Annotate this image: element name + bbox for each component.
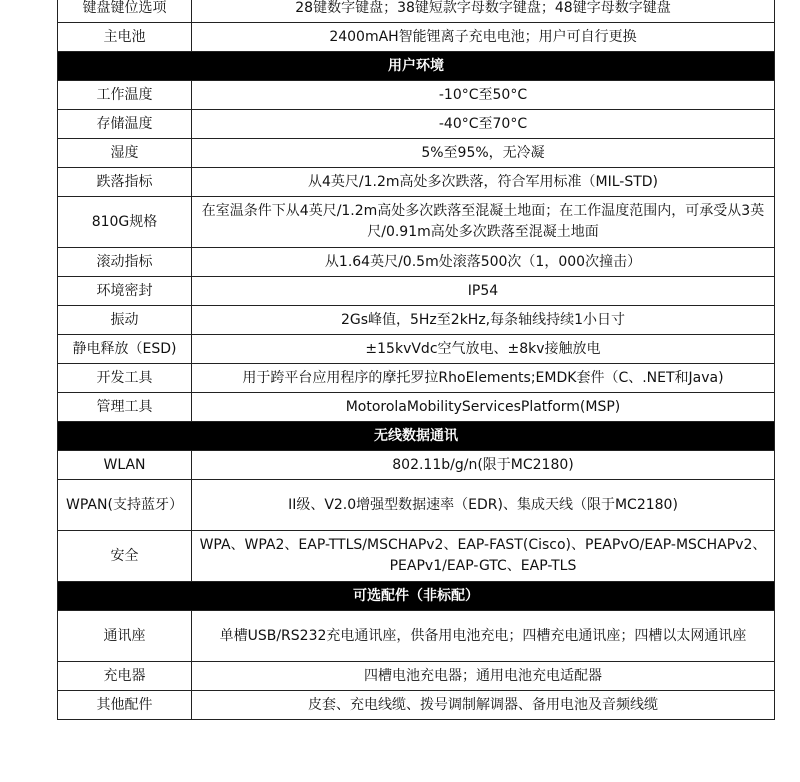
row-label: WLAN: [58, 451, 192, 480]
row-label: 工作温度: [58, 81, 192, 110]
row-label: 安全: [58, 531, 192, 582]
table-row: [58, 335, 775, 364]
section-header: [58, 52, 775, 81]
row-label: 管理工具: [58, 393, 192, 422]
table-row: [58, 451, 775, 480]
row-label: 主电池: [58, 23, 192, 52]
row-value: 从4英尺/1.2m高处多次跌落，符合军用标准（MIL-STD): [192, 168, 775, 197]
table-row: [58, 248, 775, 277]
row-label: 环境密封: [58, 277, 192, 306]
section-title: 用户环境: [58, 52, 775, 81]
table-row: [58, 0, 775, 23]
row-label: 充电器: [58, 662, 192, 691]
row-label: 湿度: [58, 139, 192, 168]
row-value: MotorolaMobilityServicesPlatform(MSP): [192, 393, 775, 422]
table-row: [58, 306, 775, 335]
row-value: 单槽USB/RS232充电通讯座，供备用电池充电；四槽充电通讯座；四槽以太网通讯座: [192, 611, 775, 662]
row-label: WPAN(支持蓝牙）: [58, 480, 192, 531]
row-label: 静电释放（ESD): [58, 335, 192, 364]
row-value: 四槽电池充电器；通用电池充电适配器: [192, 662, 775, 691]
row-value: 皮套、充电线缆、拨号调制解调器、备用电池及音频线缆: [192, 691, 775, 720]
table-row: [58, 139, 775, 168]
table-row: [58, 23, 775, 52]
row-value: 28键数字键盘；38键短款字母数字键盘；48键字母数字键盘: [192, 0, 775, 23]
row-value: 在室温条件下从4英尺/1.2m高处多次跌落至混凝土地面；在工作温度范围内，可承受从3英尺/0.91m高处多次跌落至混凝土地面: [192, 197, 775, 248]
table-row: [58, 197, 775, 248]
row-value: ±15kvVdc空气放电、±8kv接触放电: [192, 335, 775, 364]
row-value: 5%至95%，无冷凝: [192, 139, 775, 168]
row-value: -40°C至70°C: [192, 110, 775, 139]
table-row: [58, 168, 775, 197]
table-row: [58, 480, 775, 531]
table-row: [58, 611, 775, 662]
row-label: 键盘键位选项: [58, 0, 192, 23]
row-value: II级、V2.0增强型数据速率（EDR)、集成天线（限于MC2180): [192, 480, 775, 531]
row-label: 振动: [58, 306, 192, 335]
table-row: [58, 662, 775, 691]
table-row: [58, 531, 775, 582]
spec-table: [57, 0, 775, 720]
table-row: [58, 691, 775, 720]
row-value: IP54: [192, 277, 775, 306]
row-label: 存储温度: [58, 110, 192, 139]
row-value: 用于跨平台应用程序的摩托罗拉RhoElements;EMDK套件（C、.NET和Java): [192, 364, 775, 393]
section-header: [58, 582, 775, 611]
row-value: 2400mAH智能锂离子充电电池；用户可自行更换: [192, 23, 775, 52]
row-label: 跌落指标: [58, 168, 192, 197]
row-value: WPA、WPA2、EAP-TTLS/MSCHAPv2、EAP-FAST(Cisco)、PEAPvO/EAP-MSCHAPv2、PEAPv1/EAP-GTC、EAP-TLS: [192, 531, 775, 582]
row-value: -10°C至50°C: [192, 81, 775, 110]
table-row: [58, 393, 775, 422]
row-value: 2Gs峰值，5Hz至2kHz,每条轴线持续1小日寸: [192, 306, 775, 335]
section-header: [58, 422, 775, 451]
table-row: [58, 364, 775, 393]
table-row: [58, 110, 775, 139]
row-value: 从1.64英尺/0.5m处滚落500次（1，000次撞击）: [192, 248, 775, 277]
section-title: 可选配件（非标配）: [58, 582, 775, 611]
row-value: 802.11b/g/n(限于MC2180): [192, 451, 775, 480]
row-label: 滚动指标: [58, 248, 192, 277]
table-row: [58, 277, 775, 306]
table-row: [58, 81, 775, 110]
row-label: 810G规格: [58, 197, 192, 248]
section-title: 无线数据通讯: [58, 422, 775, 451]
row-label: 通讯座: [58, 611, 192, 662]
row-label: 开发工具: [58, 364, 192, 393]
row-label: 其他配件: [58, 691, 192, 720]
